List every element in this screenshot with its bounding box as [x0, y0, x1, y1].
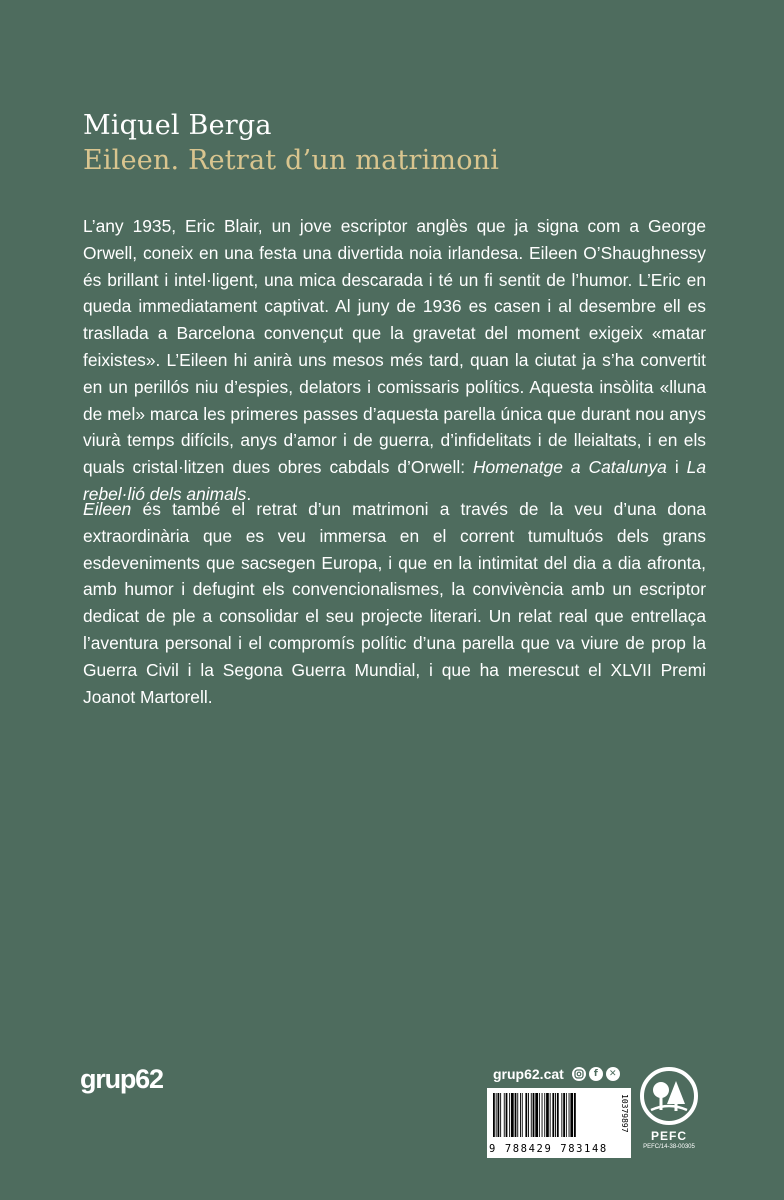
barcode-bar	[533, 1093, 535, 1137]
barcode-bar	[570, 1093, 573, 1137]
p1-work-2: La rebel·lió dels animals	[83, 457, 706, 504]
p2-italic-title: Eileen	[83, 499, 132, 519]
publisher-logo: grup62	[80, 1064, 163, 1094]
isbn-number: 9 788429 783148	[489, 1143, 608, 1155]
barcode-bar	[493, 1093, 495, 1137]
barcode-bar	[552, 1093, 554, 1137]
pefc-label: PEFC	[650, 1129, 687, 1143]
barcode-bar	[525, 1093, 527, 1137]
barcode-bar	[531, 1093, 532, 1137]
barcode-bar	[550, 1093, 551, 1137]
pefc-logo	[636, 1066, 702, 1150]
barcode-bar	[542, 1093, 543, 1137]
instagram-icon[interactable]	[572, 1067, 586, 1081]
barcode-bar	[555, 1093, 556, 1137]
p1-text: L’any 1935, Eric Blair, un jove escriptor anglès que ja signa com a George Orwell, coneix en una festa una divertida noia irlandesa. Eileen O’Shaughnessy és brillant i intel·ligent, una mica descarada i té un fi sentit de l’humor. L’Eric en queda immediatament captivat. Al juny de 1936 es casen i al desembre ell es trasllada a Barcelona convençut que la gravetat del moment exigeix «matar feixistes». L’Eileen hi anirà uns mesos més tard, quan la ciutat ja s’ha convertit en un perillós niu d’espies, delators i comissaris polítics. Aquesta insòlita «lluna de mel» marca les primeres passes d’aquesta parella única que durant nou anys viurà temps difícils, anys d’amor i de guerra, d’infidelitats i de lleialtats, i en els quals cristal·litzen dues obres cabdals d’Orwell:	[83, 216, 706, 478]
barcode-bar	[563, 1093, 565, 1137]
barcode-bar	[504, 1093, 505, 1137]
barcode-bar	[506, 1093, 508, 1137]
barcode-bar	[566, 1093, 567, 1137]
barcode-bar	[500, 1093, 501, 1137]
x-icon[interactable]: ✕	[606, 1067, 620, 1081]
p2-text: és també el retrat d’un matrimoni a través de la veu d’una dona extraordinària que es veu immersa en el corrent tumultuós dels grans esdeveniments que sacsegen Europa, i que en la intimitat del dia a dia afronta, amb humor i defugint els convencionalismes, la convivència amb un escriptor dedicat de ple a consolidar el seu projecte literari. Un relat real que entrellaça l’aventura personal i el compromís polític d’una parella que va viure de prop la Guerra Civil i la Segona Guerra Mundial, i que ha merescut el XLVII Premi Joanot Martorell.	[83, 499, 706, 707]
barcode-bar	[528, 1093, 529, 1137]
barcode-bar	[574, 1093, 576, 1137]
barcode-bar	[522, 1093, 523, 1137]
synopsis-paragraph-1	[83, 213, 706, 508]
barcode-bar	[546, 1093, 549, 1137]
facebook-icon[interactable]: f	[589, 1067, 603, 1081]
barcode-side-code: 10379897	[620, 1094, 629, 1133]
p1-work-1: Homenatge a Catalunya	[473, 457, 667, 478]
barcode-bar	[535, 1093, 538, 1137]
book-title: Eileen. Retrat d’un matrimoni	[83, 145, 500, 176]
synopsis-paragraph-2	[83, 496, 706, 710]
barcode-bar	[569, 1093, 570, 1137]
barcode-bar	[496, 1093, 497, 1137]
barcode-bar	[539, 1093, 540, 1137]
p1-connector: i	[666, 457, 687, 478]
barcode-bar	[544, 1093, 545, 1137]
barcode-bar	[557, 1093, 559, 1137]
barcode	[487, 1088, 631, 1158]
barcode-bar	[511, 1093, 514, 1137]
website-url[interactable]: grup62.cat	[493, 1066, 564, 1082]
barcode-bar	[561, 1093, 562, 1137]
barcode-bar	[509, 1093, 510, 1137]
p1-end: .	[246, 483, 252, 504]
pefc-code: PEFC/14-38-00305	[643, 1144, 695, 1150]
barcode-bars	[493, 1093, 611, 1137]
author-name: Miquel Berga	[83, 110, 272, 141]
barcode-bar	[520, 1093, 521, 1137]
pefc-tree-icon	[639, 1066, 699, 1126]
barcode-bar	[517, 1093, 518, 1137]
barcode-bar	[515, 1093, 517, 1137]
barcode-bar	[498, 1093, 500, 1137]
website-row	[493, 1066, 620, 1082]
